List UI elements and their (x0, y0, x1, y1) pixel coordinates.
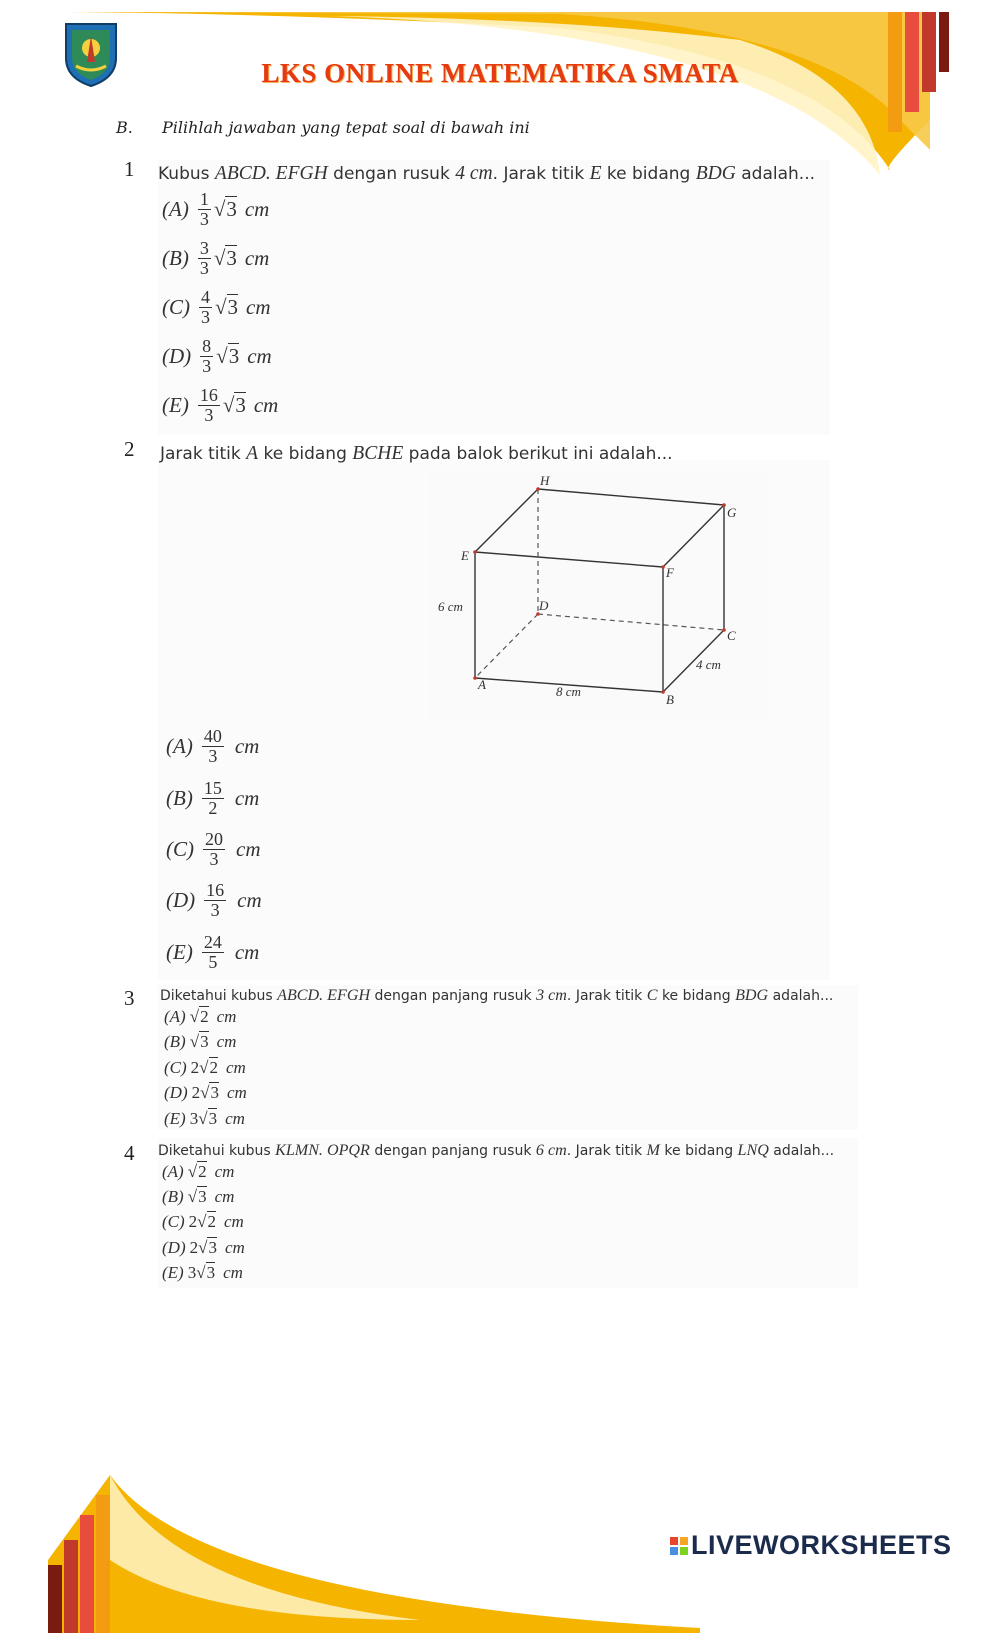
question-number: 3 (124, 986, 135, 1010)
question-stem: Diketahui kubus KLMN. OPQR dengan panjang rusuk 6 cm. Jarak titik M ke bidang LNQ adalah... (158, 1142, 835, 1159)
liveworksheets-grid-icon (670, 1537, 688, 1555)
vertex-label: A (478, 677, 486, 692)
answer-option[interactable]: (C) $\frac{4}{3}$ √3 cm (162, 287, 271, 327)
answer-option[interactable]: (C) 2 √2 cm (164, 1058, 246, 1077)
page-title: LKS ONLINE MATEMATIKA SMATA (261, 58, 739, 88)
answer-option[interactable]: (B) √3 cm (162, 1187, 235, 1206)
answer-option[interactable]: (D) 2 √3 cm (162, 1238, 245, 1257)
answer-option[interactable]: (D) 2 √3 cm (164, 1083, 247, 1102)
answer-option[interactable]: (B) √3 cm (164, 1032, 237, 1051)
answer-option[interactable]: (A) √2 cm (162, 1162, 235, 1181)
answer-option[interactable]: (A) √2 cm (164, 1007, 237, 1026)
answer-option[interactable]: (B) $\frac{3}{3}$ √3 cm (162, 238, 270, 278)
dimension-label-width: 4 cm (696, 657, 721, 672)
answer-option[interactable]: (D) $\frac{16}{3}$ cm (166, 880, 262, 920)
question-stem: Jarak titik A ke bidang BCHE pada balok berikut ini adalah... (160, 443, 673, 464)
vertex-label: D (539, 598, 549, 613)
answer-option[interactable]: (A) $\frac{1}{3}$ √3 cm (162, 189, 270, 229)
vertex-label: H (540, 473, 550, 488)
question-number: 4 (124, 1141, 135, 1165)
question-3-panel (158, 985, 858, 1130)
answer-option[interactable]: (E) $\frac{24}{5}$ cm (166, 932, 260, 972)
answer-option[interactable]: (B) $\frac{15}{2}$ cm (166, 778, 260, 818)
answer-option[interactable]: (E) 3 √3 cm (162, 1263, 243, 1282)
answer-option[interactable]: (D) $\frac{8}{3}$ √3 cm (162, 336, 272, 376)
answer-option[interactable]: (E) $\frac{16}{3}$ √3 cm (162, 385, 279, 425)
question-stem: Kubus ABCD. EFGH dengan rusuk 4 cm. Jarak titik E ke bidang BDG adalah... (158, 163, 816, 184)
vertex-label: G (727, 505, 737, 520)
vertex-label: F (666, 565, 674, 580)
question-number: 1 (124, 157, 135, 181)
dimension-label-length: 8 cm (556, 684, 581, 699)
vertex-label: E (461, 548, 469, 563)
dimension-label-height: 6 cm (438, 599, 463, 614)
cuboid-diagram (428, 472, 768, 722)
liveworksheets-logo (670, 1530, 952, 1561)
answer-option[interactable]: (E) 3 √3 cm (164, 1109, 245, 1128)
vertex-label: B (666, 692, 674, 707)
vertex-label: C (727, 628, 736, 643)
section-instruction: Pilihlah jawaban yang tepat soal di bawah ini (162, 118, 530, 137)
answer-option[interactable]: (C) 2 √2 cm (162, 1212, 244, 1231)
question-number: 2 (124, 437, 135, 461)
answer-option[interactable]: (C) $\frac{20}{3}$ cm (166, 829, 261, 869)
question-4-panel (158, 1138, 858, 1288)
question-stem: Diketahui kubus ABCD. EFGH dengan panjang rusuk 3 cm. Jarak titik C ke bidang BDG adalah... (160, 987, 834, 1004)
answer-option[interactable]: (A) $\frac{40}{3}$ cm (166, 726, 260, 766)
section-label: B. (116, 118, 133, 137)
footer-brand: LIVEWORKSHEETS (691, 1530, 952, 1560)
